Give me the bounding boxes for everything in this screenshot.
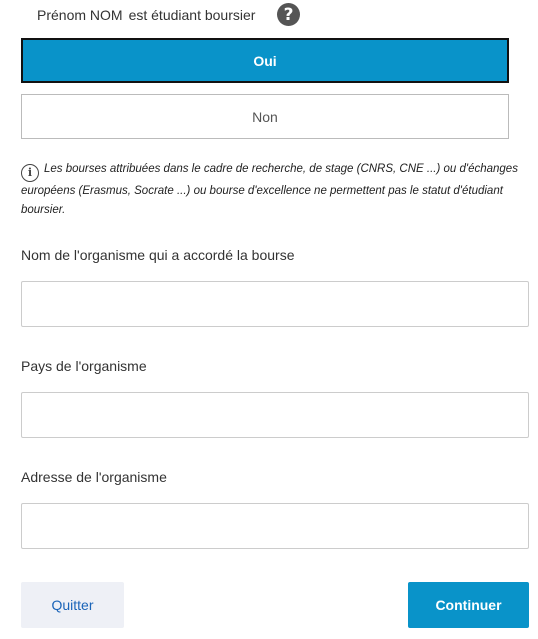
- yes-option-button[interactable]: Oui: [21, 38, 509, 83]
- quit-button[interactable]: Quitter: [21, 582, 124, 628]
- info-text: Les bourses attribuées dans le cadre de recherche, de stage (CNRS, CNE ...) ou d'échanges européens (Erasmus, Socrate ...) ou bourse d'excellence ne permettent pas le statut d'étudiant boursier.: [21, 163, 518, 216]
- question-row: [37, 4, 255, 26]
- organism-name-label: Nom de l'organisme qui a accordé la bourse: [21, 247, 295, 263]
- organism-name-input[interactable]: [21, 281, 529, 327]
- student-name: Prénom NOM: [37, 7, 123, 23]
- country-label: Pays de l'organisme: [21, 358, 147, 374]
- question-text: est étudiant boursier: [128, 7, 256, 23]
- info-note: [21, 160, 521, 220]
- address-label: Adresse de l'organisme: [21, 469, 167, 485]
- no-option-button[interactable]: Non: [21, 94, 509, 139]
- info-circle-icon: i: [21, 164, 39, 182]
- continue-button[interactable]: Continuer: [408, 582, 529, 628]
- country-input[interactable]: [21, 392, 529, 438]
- address-input[interactable]: [21, 503, 529, 549]
- question-circle-icon[interactable]: ?: [277, 3, 300, 26]
